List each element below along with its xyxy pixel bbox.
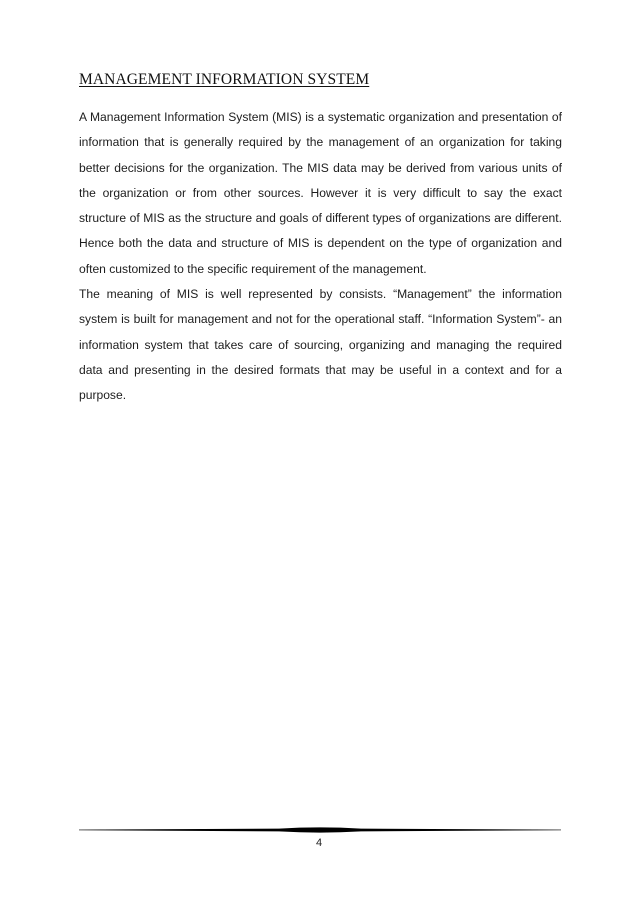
- footer-divider: [79, 826, 561, 834]
- section-heading: MANAGEMENT INFORMATION SYSTEM: [79, 71, 370, 88]
- paragraph-mis-meaning: The meaning of MIS is well represented by consists. “Management” the information system is built for management and not for the operational staff. “Information System”- an information system that takes care of sourcing, organizing and managing the required data and presenting in the desired formats that may be useful in a context and for a purpose.: [79, 287, 562, 403]
- paragraph-mis-definition: A Management Information System (MIS) is a systematic organization and presentation of information that is generally required by the management of an organization for taking better decisions for the organization. The MIS data may be derived from various units of the organization or from other sources. However it is very difficult to say the exact structure of MIS as the structure and goals of different types of organizations are different. Hence both the data and structure of MIS is dependent on the type of organization and often customized to the specific requirement of the management.: [79, 110, 562, 276]
- page-number: 4: [315, 837, 323, 849]
